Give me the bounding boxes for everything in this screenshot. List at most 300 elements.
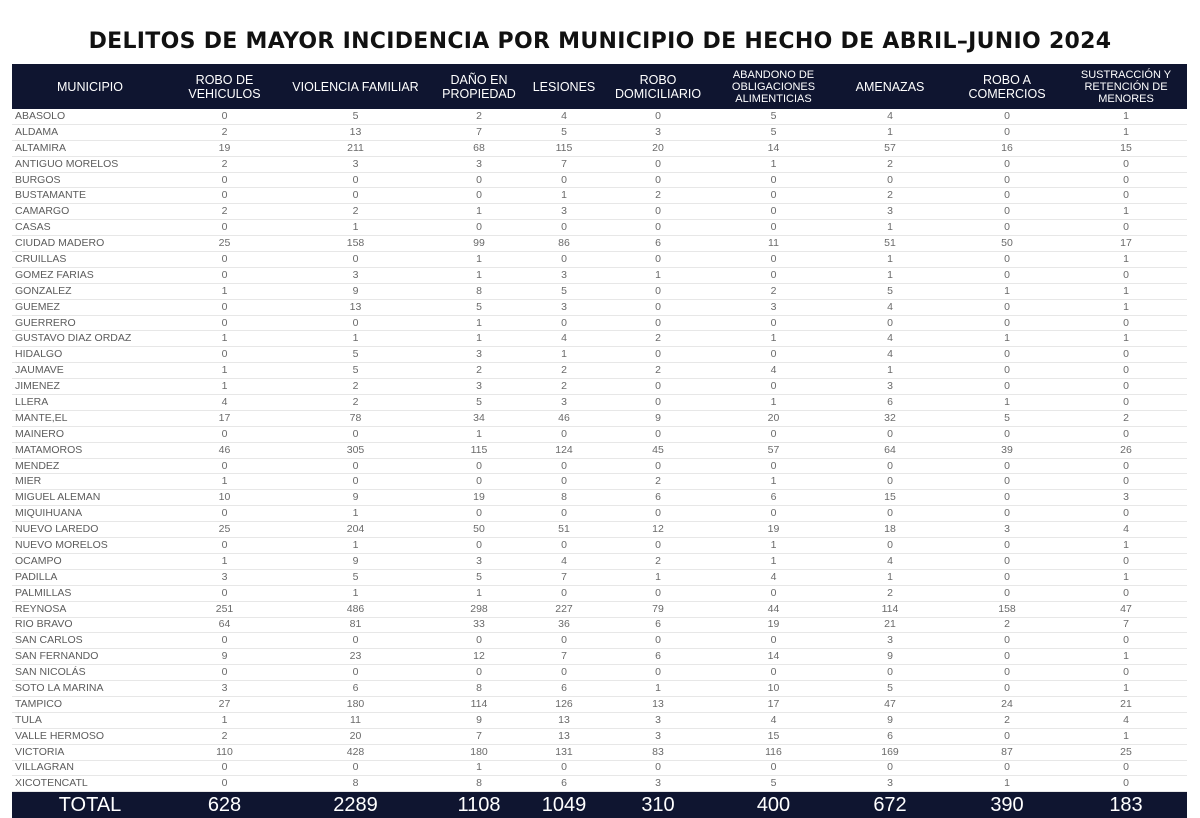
value-cell: 0 bbox=[949, 585, 1065, 601]
value-cell: 251 bbox=[168, 601, 281, 617]
municipio-cell: GOMEZ FARIAS bbox=[12, 267, 168, 283]
value-cell: 4 bbox=[528, 109, 600, 124]
value-cell: 1 bbox=[1065, 728, 1187, 744]
value-cell: 5 bbox=[949, 410, 1065, 426]
value-cell: 0 bbox=[949, 220, 1065, 236]
value-cell: 0 bbox=[430, 474, 528, 490]
value-cell: 0 bbox=[949, 538, 1065, 554]
value-cell: 6 bbox=[528, 681, 600, 697]
municipio-cell: ABASOLO bbox=[12, 109, 168, 124]
total-cell: 2289 bbox=[281, 792, 430, 818]
municipio-cell: CIUDAD MADERO bbox=[12, 236, 168, 252]
value-cell: 0 bbox=[949, 109, 1065, 124]
report-title: DELITOS DE MAYOR INCIDENCIA POR MUNICIPIO DE HECHO DE ABRIL–JUNIO 2024 bbox=[88, 29, 1112, 54]
value-cell: 7 bbox=[430, 728, 528, 744]
value-cell: 19 bbox=[430, 490, 528, 506]
value-cell: 0 bbox=[716, 172, 831, 188]
table-row bbox=[12, 538, 1187, 554]
value-cell: 36 bbox=[528, 617, 600, 633]
value-cell: 51 bbox=[528, 522, 600, 538]
table-row bbox=[12, 331, 1187, 347]
value-cell: 5 bbox=[430, 395, 528, 411]
value-cell: 0 bbox=[600, 538, 716, 554]
value-cell: 1 bbox=[1065, 252, 1187, 268]
value-cell: 0 bbox=[1065, 379, 1187, 395]
value-cell: 8 bbox=[430, 681, 528, 697]
value-cell: 1 bbox=[168, 553, 281, 569]
value-cell: 2 bbox=[528, 379, 600, 395]
value-cell: 1 bbox=[281, 585, 430, 601]
value-cell: 0 bbox=[949, 633, 1065, 649]
table-row bbox=[12, 696, 1187, 712]
value-cell: 0 bbox=[831, 474, 949, 490]
value-cell: 0 bbox=[528, 220, 600, 236]
table-row bbox=[12, 236, 1187, 252]
total-cell: 672 bbox=[831, 792, 949, 818]
value-cell: 3 bbox=[1065, 490, 1187, 506]
value-cell: 0 bbox=[1065, 220, 1187, 236]
value-cell: 3 bbox=[281, 267, 430, 283]
table-row bbox=[12, 553, 1187, 569]
municipio-cell: XICOTENCATL bbox=[12, 776, 168, 792]
value-cell: 0 bbox=[949, 760, 1065, 776]
value-cell: 0 bbox=[831, 665, 949, 681]
value-cell: 5 bbox=[716, 109, 831, 124]
value-cell: 486 bbox=[281, 601, 430, 617]
value-cell: 6 bbox=[831, 728, 949, 744]
value-cell: 4 bbox=[831, 109, 949, 124]
value-cell: 1 bbox=[168, 331, 281, 347]
value-cell: 0 bbox=[600, 172, 716, 188]
value-cell: 0 bbox=[1065, 776, 1187, 792]
table-row bbox=[12, 426, 1187, 442]
value-cell: 0 bbox=[168, 776, 281, 792]
value-cell: 5 bbox=[528, 283, 600, 299]
value-cell: 11 bbox=[281, 712, 430, 728]
value-cell: 0 bbox=[949, 506, 1065, 522]
value-cell: 0 bbox=[528, 426, 600, 442]
value-cell: 3 bbox=[281, 156, 430, 172]
value-cell: 2 bbox=[831, 156, 949, 172]
value-cell: 64 bbox=[168, 617, 281, 633]
value-cell: 46 bbox=[528, 410, 600, 426]
value-cell: 0 bbox=[949, 458, 1065, 474]
value-cell: 0 bbox=[949, 363, 1065, 379]
value-cell: 169 bbox=[831, 744, 949, 760]
value-cell: 5 bbox=[281, 109, 430, 124]
value-cell: 5 bbox=[430, 299, 528, 315]
table-row bbox=[12, 712, 1187, 728]
value-cell: 1 bbox=[1065, 649, 1187, 665]
value-cell: 4 bbox=[1065, 712, 1187, 728]
value-cell: 3 bbox=[831, 379, 949, 395]
value-cell: 0 bbox=[430, 172, 528, 188]
value-cell: 20 bbox=[716, 410, 831, 426]
municipio-cell: CAMARGO bbox=[12, 204, 168, 220]
value-cell: 0 bbox=[528, 538, 600, 554]
value-cell: 0 bbox=[600, 220, 716, 236]
value-cell: 0 bbox=[716, 506, 831, 522]
value-cell: 1 bbox=[168, 712, 281, 728]
value-cell: 0 bbox=[430, 633, 528, 649]
value-cell: 3 bbox=[831, 204, 949, 220]
header-municipio: MUNICIPIO bbox=[12, 64, 168, 109]
value-cell: 1 bbox=[1065, 681, 1187, 697]
value-cell: 2 bbox=[949, 712, 1065, 728]
value-cell: 0 bbox=[430, 458, 528, 474]
value-cell: 2 bbox=[1065, 410, 1187, 426]
value-cell: 3 bbox=[528, 395, 600, 411]
municipio-cell: VALLE HERMOSO bbox=[12, 728, 168, 744]
value-cell: 99 bbox=[430, 236, 528, 252]
value-cell: 0 bbox=[1065, 760, 1187, 776]
value-cell: 19 bbox=[716, 617, 831, 633]
value-cell: 0 bbox=[1065, 363, 1187, 379]
value-cell: 0 bbox=[281, 315, 430, 331]
value-cell: 0 bbox=[716, 760, 831, 776]
value-cell: 2 bbox=[168, 124, 281, 140]
value-cell: 0 bbox=[600, 347, 716, 363]
table-row bbox=[12, 188, 1187, 204]
value-cell: 0 bbox=[949, 124, 1065, 140]
value-cell: 0 bbox=[600, 665, 716, 681]
value-cell: 5 bbox=[281, 363, 430, 379]
value-cell: 0 bbox=[528, 474, 600, 490]
total-cell: 1049 bbox=[528, 792, 600, 818]
value-cell: 2 bbox=[600, 474, 716, 490]
total-cell: 400 bbox=[716, 792, 831, 818]
value-cell: 4 bbox=[831, 331, 949, 347]
value-cell: 0 bbox=[949, 315, 1065, 331]
value-cell: 1 bbox=[430, 315, 528, 331]
value-cell: 0 bbox=[1065, 458, 1187, 474]
municipio-cell: GUSTAVO DIAZ ORDAZ bbox=[12, 331, 168, 347]
header-amenazas: AMENAZAS bbox=[831, 64, 949, 109]
value-cell: 1 bbox=[831, 363, 949, 379]
value-cell: 204 bbox=[281, 522, 430, 538]
value-cell: 1 bbox=[528, 188, 600, 204]
value-cell: 2 bbox=[168, 204, 281, 220]
value-cell: 21 bbox=[831, 617, 949, 633]
value-cell: 2 bbox=[600, 188, 716, 204]
value-cell: 7 bbox=[528, 156, 600, 172]
value-cell: 12 bbox=[430, 649, 528, 665]
value-cell: 2 bbox=[281, 395, 430, 411]
value-cell: 0 bbox=[1065, 315, 1187, 331]
table-row bbox=[12, 109, 1187, 124]
value-cell: 46 bbox=[168, 442, 281, 458]
value-cell: 6 bbox=[600, 490, 716, 506]
value-cell: 50 bbox=[949, 236, 1065, 252]
value-cell: 0 bbox=[430, 538, 528, 554]
value-cell: 0 bbox=[1065, 585, 1187, 601]
value-cell: 0 bbox=[949, 188, 1065, 204]
value-cell: 3 bbox=[831, 633, 949, 649]
value-cell: 0 bbox=[949, 728, 1065, 744]
value-cell: 0 bbox=[949, 252, 1065, 268]
value-cell: 3 bbox=[831, 776, 949, 792]
value-cell: 10 bbox=[168, 490, 281, 506]
value-cell: 0 bbox=[600, 204, 716, 220]
value-cell: 4 bbox=[831, 553, 949, 569]
value-cell: 19 bbox=[168, 140, 281, 156]
table-row bbox=[12, 458, 1187, 474]
value-cell: 1 bbox=[168, 283, 281, 299]
value-cell: 0 bbox=[600, 283, 716, 299]
value-cell: 39 bbox=[949, 442, 1065, 458]
value-cell: 15 bbox=[716, 728, 831, 744]
table-row bbox=[12, 617, 1187, 633]
value-cell: 124 bbox=[528, 442, 600, 458]
municipio-cell: NUEVO MORELOS bbox=[12, 538, 168, 554]
value-cell: 13 bbox=[281, 124, 430, 140]
value-cell: 9 bbox=[281, 553, 430, 569]
header-abandono-obligaciones: ABANDONO DE OBLIGACIONES ALIMENTICIAS bbox=[716, 64, 831, 109]
municipio-cell: SAN FERNANDO bbox=[12, 649, 168, 665]
value-cell: 15 bbox=[831, 490, 949, 506]
value-cell: 0 bbox=[1065, 553, 1187, 569]
value-cell: 15 bbox=[1065, 140, 1187, 156]
value-cell: 1 bbox=[949, 776, 1065, 792]
municipio-cell: GONZALEZ bbox=[12, 283, 168, 299]
value-cell: 3 bbox=[600, 124, 716, 140]
value-cell: 0 bbox=[168, 315, 281, 331]
value-cell: 2 bbox=[831, 188, 949, 204]
table-header bbox=[12, 64, 1187, 109]
header-violencia-familiar: VIOLENCIA FAMILIAR bbox=[281, 64, 430, 109]
value-cell: 79 bbox=[600, 601, 716, 617]
value-cell: 0 bbox=[949, 379, 1065, 395]
municipio-cell: OCAMPO bbox=[12, 553, 168, 569]
value-cell: 0 bbox=[949, 267, 1065, 283]
value-cell: 26 bbox=[1065, 442, 1187, 458]
value-cell: 8 bbox=[430, 283, 528, 299]
value-cell: 0 bbox=[600, 760, 716, 776]
value-cell: 2 bbox=[600, 331, 716, 347]
value-cell: 1 bbox=[716, 395, 831, 411]
value-cell: 0 bbox=[281, 458, 430, 474]
value-cell: 1 bbox=[1065, 569, 1187, 585]
municipio-cell: ALDAMA bbox=[12, 124, 168, 140]
value-cell: 4 bbox=[831, 347, 949, 363]
value-cell: 24 bbox=[949, 696, 1065, 712]
value-cell: 3 bbox=[528, 299, 600, 315]
value-cell: 0 bbox=[716, 665, 831, 681]
value-cell: 0 bbox=[281, 665, 430, 681]
value-cell: 0 bbox=[600, 252, 716, 268]
value-cell: 0 bbox=[831, 172, 949, 188]
value-cell: 0 bbox=[281, 760, 430, 776]
value-cell: 0 bbox=[949, 490, 1065, 506]
value-cell: 1 bbox=[281, 538, 430, 554]
table-row bbox=[12, 283, 1187, 299]
value-cell: 158 bbox=[281, 236, 430, 252]
value-cell: 47 bbox=[831, 696, 949, 712]
value-cell: 0 bbox=[600, 299, 716, 315]
value-cell: 9 bbox=[600, 410, 716, 426]
value-cell: 0 bbox=[281, 426, 430, 442]
municipio-cell: ANTIGUO MORELOS bbox=[12, 156, 168, 172]
value-cell: 0 bbox=[168, 299, 281, 315]
value-cell: 180 bbox=[430, 744, 528, 760]
value-cell: 0 bbox=[281, 252, 430, 268]
value-cell: 8 bbox=[281, 776, 430, 792]
value-cell: 4 bbox=[528, 553, 600, 569]
header-robo-vehiculos: ROBO DE VEHICULOS bbox=[168, 64, 281, 109]
table-row bbox=[12, 442, 1187, 458]
value-cell: 7 bbox=[528, 569, 600, 585]
value-cell: 116 bbox=[716, 744, 831, 760]
value-cell: 0 bbox=[600, 633, 716, 649]
table-row bbox=[12, 601, 1187, 617]
value-cell: 17 bbox=[716, 696, 831, 712]
value-cell: 0 bbox=[600, 395, 716, 411]
value-cell: 0 bbox=[831, 458, 949, 474]
value-cell: 0 bbox=[528, 665, 600, 681]
value-cell: 4 bbox=[168, 395, 281, 411]
value-cell: 7 bbox=[430, 124, 528, 140]
value-cell: 0 bbox=[949, 553, 1065, 569]
value-cell: 13 bbox=[600, 696, 716, 712]
value-cell: 0 bbox=[528, 633, 600, 649]
value-cell: 1 bbox=[430, 585, 528, 601]
value-cell: 6 bbox=[528, 776, 600, 792]
value-cell: 2 bbox=[600, 363, 716, 379]
value-cell: 5 bbox=[281, 347, 430, 363]
total-cell: 310 bbox=[600, 792, 716, 818]
value-cell: 6 bbox=[600, 617, 716, 633]
value-cell: 0 bbox=[528, 506, 600, 522]
value-cell: 0 bbox=[949, 156, 1065, 172]
value-cell: 0 bbox=[1065, 188, 1187, 204]
header-lesiones: LESIONES bbox=[528, 64, 600, 109]
value-cell: 9 bbox=[168, 649, 281, 665]
value-cell: 0 bbox=[168, 458, 281, 474]
value-cell: 0 bbox=[528, 172, 600, 188]
value-cell: 305 bbox=[281, 442, 430, 458]
value-cell: 2 bbox=[430, 363, 528, 379]
value-cell: 27 bbox=[168, 696, 281, 712]
value-cell: 0 bbox=[949, 474, 1065, 490]
value-cell: 6 bbox=[716, 490, 831, 506]
municipio-cell: HIDALGO bbox=[12, 347, 168, 363]
municipio-cell: TAMPICO bbox=[12, 696, 168, 712]
value-cell: 3 bbox=[430, 379, 528, 395]
value-cell: 11 bbox=[716, 236, 831, 252]
value-cell: 50 bbox=[430, 522, 528, 538]
value-cell: 0 bbox=[716, 347, 831, 363]
value-cell: 0 bbox=[281, 633, 430, 649]
value-cell: 0 bbox=[528, 315, 600, 331]
value-cell: 5 bbox=[716, 124, 831, 140]
value-cell: 0 bbox=[600, 585, 716, 601]
value-cell: 1 bbox=[168, 474, 281, 490]
municipio-cell: PADILLA bbox=[12, 569, 168, 585]
value-cell: 4 bbox=[716, 712, 831, 728]
total-cell: 183 bbox=[1065, 792, 1187, 818]
value-cell: 3 bbox=[600, 776, 716, 792]
value-cell: 23 bbox=[281, 649, 430, 665]
value-cell: 1 bbox=[281, 220, 430, 236]
crime-table bbox=[12, 64, 1187, 818]
municipio-cell: VICTORIA bbox=[12, 744, 168, 760]
value-cell: 25 bbox=[168, 522, 281, 538]
municipio-cell: LLERA bbox=[12, 395, 168, 411]
value-cell: 9 bbox=[831, 712, 949, 728]
table-row bbox=[12, 506, 1187, 522]
value-cell: 3 bbox=[430, 553, 528, 569]
value-cell: 1 bbox=[716, 156, 831, 172]
value-cell: 17 bbox=[168, 410, 281, 426]
table-row bbox=[12, 522, 1187, 538]
municipio-cell: JAUMAVE bbox=[12, 363, 168, 379]
value-cell: 13 bbox=[281, 299, 430, 315]
value-cell: 0 bbox=[1065, 267, 1187, 283]
value-cell: 1 bbox=[168, 363, 281, 379]
value-cell: 0 bbox=[600, 379, 716, 395]
value-cell: 14 bbox=[716, 140, 831, 156]
table-row bbox=[12, 728, 1187, 744]
value-cell: 158 bbox=[949, 601, 1065, 617]
value-cell: 0 bbox=[430, 188, 528, 204]
table-row bbox=[12, 220, 1187, 236]
municipio-cell: MENDEZ bbox=[12, 458, 168, 474]
municipio-cell: MIGUEL ALEMAN bbox=[12, 490, 168, 506]
value-cell: 13 bbox=[528, 712, 600, 728]
value-cell: 1 bbox=[716, 553, 831, 569]
header-robo-domiciliario: ROBO DOMICILIARIO bbox=[600, 64, 716, 109]
value-cell: 3 bbox=[430, 156, 528, 172]
value-cell: 0 bbox=[1065, 633, 1187, 649]
value-cell: 0 bbox=[168, 347, 281, 363]
municipio-cell: MIQUIHUANA bbox=[12, 506, 168, 522]
table-row bbox=[12, 315, 1187, 331]
value-cell: 211 bbox=[281, 140, 430, 156]
value-cell: 1 bbox=[949, 331, 1065, 347]
value-cell: 25 bbox=[1065, 744, 1187, 760]
value-cell: 1 bbox=[831, 569, 949, 585]
value-cell: 1 bbox=[831, 124, 949, 140]
value-cell: 18 bbox=[831, 522, 949, 538]
value-cell: 7 bbox=[1065, 617, 1187, 633]
value-cell: 2 bbox=[430, 109, 528, 124]
value-cell: 5 bbox=[831, 283, 949, 299]
table-row bbox=[12, 204, 1187, 220]
value-cell: 1 bbox=[831, 252, 949, 268]
value-cell: 3 bbox=[168, 569, 281, 585]
municipio-cell: SOTO LA MARINA bbox=[12, 681, 168, 697]
value-cell: 6 bbox=[831, 395, 949, 411]
value-cell: 8 bbox=[430, 776, 528, 792]
value-cell: 0 bbox=[716, 315, 831, 331]
value-cell: 34 bbox=[430, 410, 528, 426]
value-cell: 0 bbox=[949, 299, 1065, 315]
value-cell: 5 bbox=[281, 569, 430, 585]
table-row bbox=[12, 474, 1187, 490]
value-cell: 1 bbox=[1065, 331, 1187, 347]
value-cell: 0 bbox=[528, 252, 600, 268]
value-cell: 0 bbox=[716, 204, 831, 220]
value-cell: 2 bbox=[600, 553, 716, 569]
value-cell: 114 bbox=[831, 601, 949, 617]
header-robo-comercios: ROBO A COMERCIOS bbox=[949, 64, 1065, 109]
value-cell: 1 bbox=[949, 395, 1065, 411]
table-row bbox=[12, 585, 1187, 601]
table-row bbox=[12, 649, 1187, 665]
value-cell: 0 bbox=[528, 585, 600, 601]
municipio-cell: GUEMEZ bbox=[12, 299, 168, 315]
value-cell: 3 bbox=[949, 522, 1065, 538]
